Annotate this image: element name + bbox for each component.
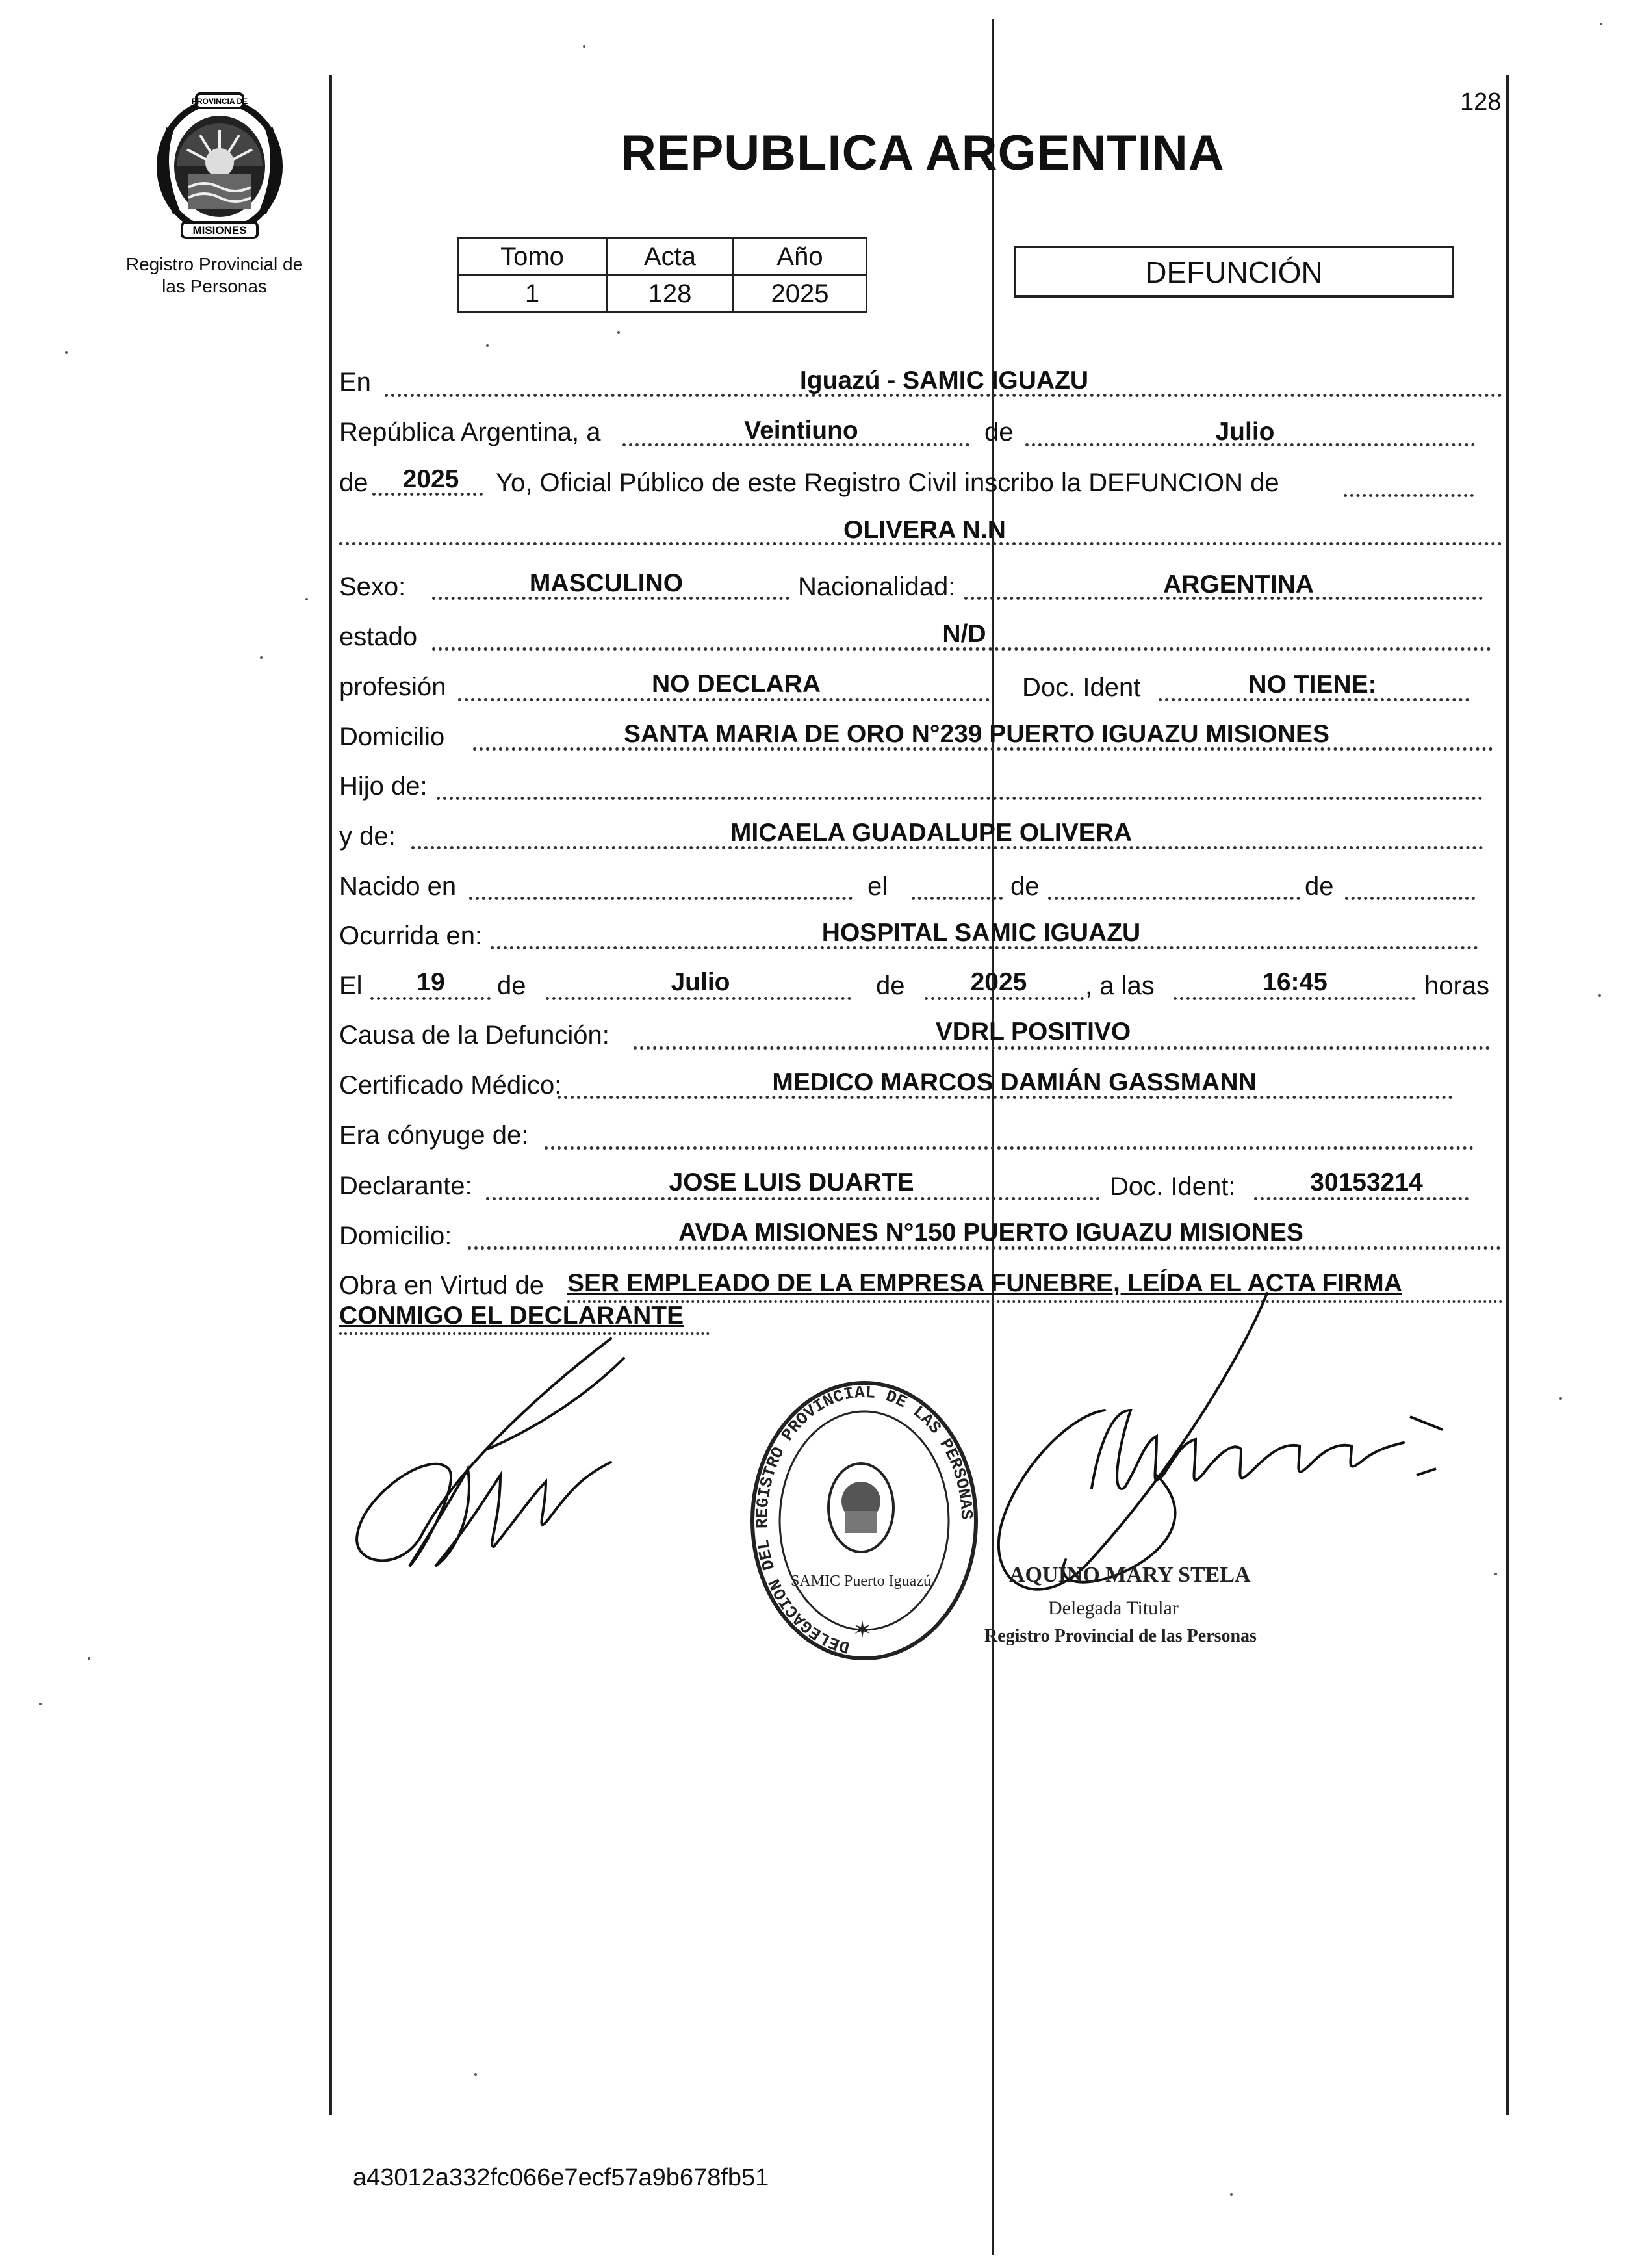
seal-star-icon: ✶ [853, 1616, 873, 1643]
fecha-a-las-label: , a las [1085, 972, 1155, 1000]
hijo-de-label: Hijo de: [339, 772, 428, 801]
en-value: Iguazú - SAMIC IGUAZU [799, 367, 1089, 394]
provincia-de-misiones-logo-icon [151, 90, 289, 240]
left-border-line [329, 75, 332, 2115]
nacido-el-label: el [867, 872, 888, 901]
scan-speck [474, 2073, 477, 2076]
domicilio-label: Domicilio [339, 723, 445, 751]
declarante-dotted-line [486, 1197, 1100, 1200]
country-title: REPUBLICA ARGENTINA [621, 125, 1225, 181]
registry-table [457, 237, 867, 313]
record-type-box: DEFUNCIÓN [1014, 246, 1454, 298]
seal-outer-text: DELEGACION DEL REGISTRO PROVINCIAL DE LAS PERSONAS [752, 1382, 977, 1657]
office-name-line2: las Personas [162, 276, 267, 296]
declarante-label: Declarante: [339, 1172, 472, 1200]
ocurrida-en-label: Ocurrida en: [339, 921, 483, 950]
fecha-inscripcion-label: República Argentina, a [339, 418, 601, 446]
fecha-de-label-2: de [876, 972, 905, 1000]
en-label: En [339, 368, 371, 396]
logo-top-text: PROVINCIA DE [191, 97, 248, 106]
conyuge-dotted-line [545, 1146, 1474, 1150]
de-label-1: de [984, 418, 1014, 446]
registry-header-tomo: Tomo [458, 238, 607, 276]
registry-value-tomo: 1 [458, 276, 607, 313]
declarante-doc-label: Doc. Ident: [1110, 1172, 1236, 1201]
fecha-hora-dotted-line [1174, 997, 1415, 1000]
anio-inscripcion-value: 2025 [402, 465, 459, 493]
deceased-name-value: OLIVERA N.N [843, 516, 1006, 544]
registry-value-anio: 2025 [734, 276, 867, 313]
fecha-anio-value: 2025 [970, 968, 1027, 996]
profesion-label: profesión [339, 673, 446, 701]
scan-speck [305, 598, 308, 600]
official-name: AQUINO MARY STELA [1009, 1563, 1251, 1587]
domicilio-value: SANTA MARIA DE ORO N°239 PUERTO IGUAZU MISIONES [623, 720, 1330, 748]
certificado-label: Certificado Médico: [339, 1071, 562, 1100]
official-office: Registro Provincial de las Personas [984, 1626, 1257, 1646]
document-hash: a43012a332fc066e7ecf57a9b678fb51 [353, 2164, 769, 2191]
y-de-label: y de: [339, 822, 396, 851]
fecha-dia-dotted-line [370, 997, 491, 1000]
office-name [104, 253, 325, 298]
oficial-text: Yo, Oficial Público de este Registro Civil inscribo la DEFUNCION de [496, 469, 1279, 497]
logo-bottom-text: MISIONES [192, 224, 247, 237]
declarante-value: JOSE LUIS DUARTE [669, 1168, 914, 1196]
hijo-de-dotted-line [437, 797, 1483, 800]
ocurrida-en-value: HOSPITAL SAMIC IGUAZU [821, 919, 1141, 947]
scan-speck [486, 344, 489, 347]
scan-speck [1598, 994, 1601, 997]
profesion-dotted-line [458, 698, 990, 701]
sexo-value: MASCULINO [529, 569, 684, 597]
nacido-de2-dotted-line [1345, 897, 1475, 900]
declarante-domicilio-label: Domicilio: [339, 1222, 452, 1250]
page-number: 128 [1460, 88, 1502, 116]
nacionalidad-value: ARGENTINA [1163, 571, 1314, 599]
declarante-domicilio-value: AVDA MISIONES N°150 PUERTO IGUAZU MISIONES [678, 1218, 1303, 1246]
right-border-line [1506, 75, 1509, 2115]
scan-speck [260, 656, 263, 659]
fecha-horas-label: horas [1424, 972, 1490, 1000]
nacido-de1-dotted-line [1048, 897, 1300, 900]
anio-de-label: de [339, 469, 368, 497]
obra-value-line2: CONMIGO EL DECLARANTE [339, 1302, 684, 1330]
seal-inner-text: SAMIC Puerto Iguazú [791, 1573, 931, 1590]
scan-speck [88, 1657, 90, 1660]
fecha-de-label-1: de [497, 972, 526, 1000]
nacido-de-label-1: de [1010, 872, 1040, 901]
nacionalidad-label: Nacionalidad: [798, 573, 956, 601]
y-de-value: MICAELA GUADALUPE OLIVERA [730, 819, 1133, 847]
registry-header-anio: Año [734, 238, 867, 276]
scan-speck [1559, 1397, 1562, 1400]
scan-speck [65, 351, 68, 354]
oficial-dotted-line [1344, 494, 1474, 497]
profesion-value: NO DECLARA [652, 670, 821, 698]
scan-speck [583, 45, 585, 48]
sexo-label: Sexo: [339, 573, 406, 601]
office-name-line1: Registro Provincial de [125, 254, 303, 274]
official-seal-stamp [741, 1371, 988, 1670]
certificado-value: MEDICO MARCOS DAMIÁN GASSMANN [772, 1068, 1257, 1096]
estado-label: estado [339, 623, 418, 651]
causa-dotted-line [634, 1046, 1490, 1050]
fecha-hora-value: 16:45 [1263, 968, 1328, 996]
fecha-mes-value: Julio [671, 968, 730, 996]
doc-ident-value: NO TIENE: [1248, 671, 1377, 699]
declarante-doc-dotted-line [1254, 1197, 1469, 1200]
scan-speck [1230, 2193, 1233, 2196]
fecha-mes-dotted-line [546, 997, 851, 1000]
estado-value: N/D [942, 620, 986, 648]
fecha-anio-dotted-line [925, 997, 1084, 1000]
declarante-domicilio-dotted-line [468, 1246, 1501, 1250]
doc-ident-label: Doc. Ident [1022, 673, 1141, 702]
fecha-el-label: El [339, 972, 363, 1000]
registry-value-acta: 128 [607, 276, 734, 313]
obra-label: Obra en Virtud de [339, 1271, 545, 1300]
official-signature [962, 1280, 1469, 1644]
registry-header-acta: Acta [607, 238, 734, 276]
nacido-el-dotted-line [912, 897, 1003, 900]
nacido-en-label: Nacido en [339, 872, 457, 901]
nacido-de-label-2: de [1305, 872, 1334, 901]
causa-label: Causa de la Defunción: [339, 1021, 609, 1050]
scan-speck [39, 1703, 42, 1705]
declarante-signature [338, 1319, 676, 1592]
scan-speck [1600, 23, 1602, 25]
causa-value: VDRL POSITIVO [935, 1018, 1131, 1046]
fecha-dia-value: 19 [417, 968, 445, 996]
declarante-doc-value: 30153214 [1310, 1168, 1423, 1196]
scan-fold-line [992, 19, 994, 2255]
mes-inscripcion-value: Julio [1215, 418, 1275, 446]
dia-inscripcion-value: Veintiuno [744, 417, 858, 445]
scan-speck [617, 331, 620, 334]
obra-value-line1: SER EMPLEADO DE LA EMPRESA FUNEBRE, LEÍDA EL ACTA FIRMA [567, 1269, 1402, 1297]
official-title: Delegada Titular [1048, 1597, 1179, 1619]
scan-speck [1494, 1573, 1497, 1575]
nacido-en-dotted-line [469, 897, 853, 900]
conyuge-label: Era cónyuge de: [339, 1121, 529, 1150]
